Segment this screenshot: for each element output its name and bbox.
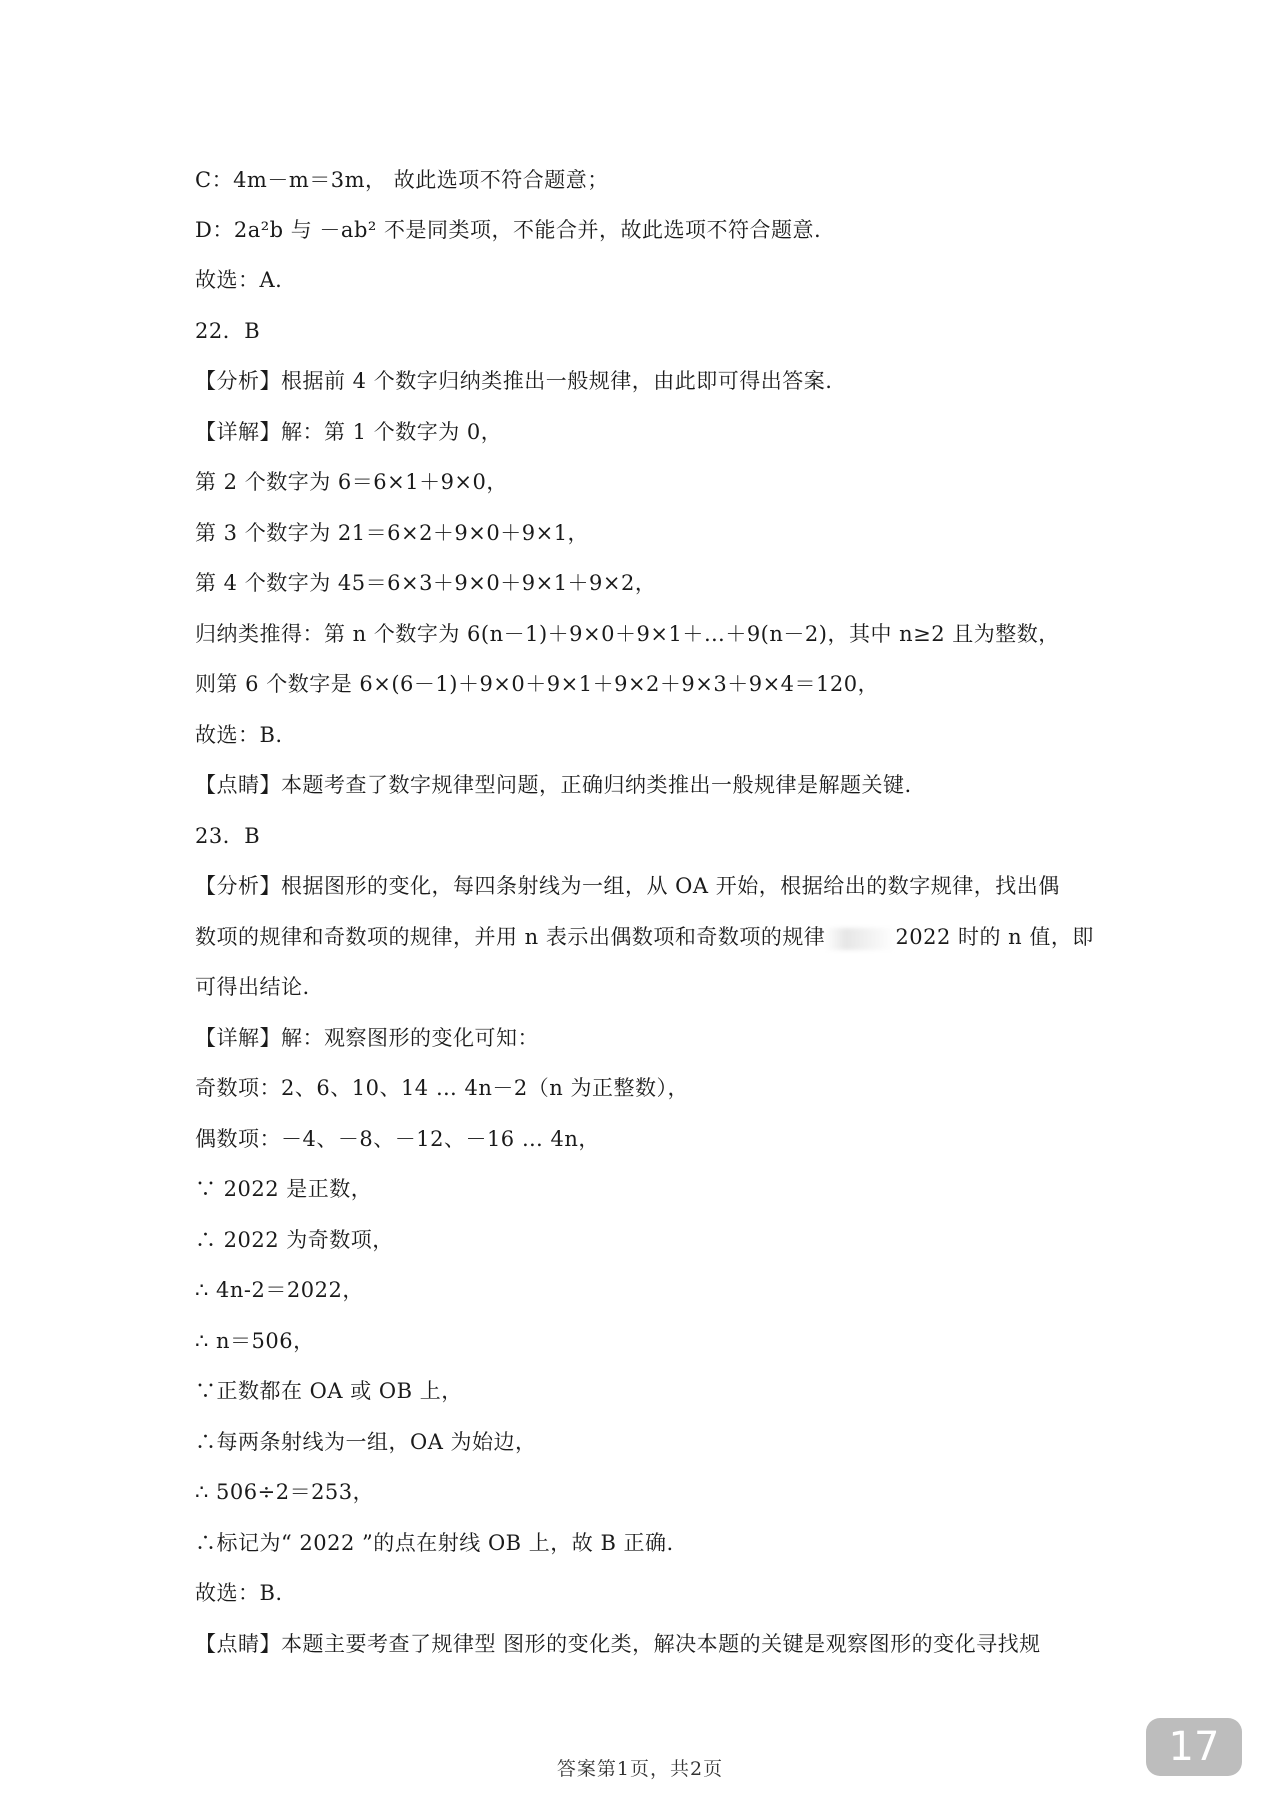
text-line [195, 922, 1094, 952]
question-number: 23．B [195, 824, 261, 848]
text-line: ∴ 506÷2＝253， [195, 1480, 375, 1504]
text-line: 偶数项：－4、－8、－12、－16 … 4n， [195, 1127, 600, 1151]
analysis-line: 【分析】根据图形的变化，每四条射线为一组，从 OA 开始，根据给出的数字规律，找出偶 [195, 874, 1060, 898]
text-line: 第 4 个数字为 45＝6×3＋9×0＋9×1＋9×2， [195, 571, 657, 595]
text-segment: 数项的规律和奇数项的规律，并用 n 表示出偶数项和奇数项的规律 [195, 925, 826, 949]
text-line: 第 3 个数字为 21＝6×2＋9×0＋9×1， [195, 521, 590, 545]
comment-line: 【点睛】本题主要考查了规律型 图形的变化类，解决本题的关键是观察图形的变化寻找规 [195, 1632, 1041, 1656]
text-line: ∵ 2022 是正数， [195, 1177, 373, 1201]
text-line: 故选：B. [195, 723, 283, 747]
text-line: 则第 6 个数字是 6×(6－1)＋9×0＋9×1＋9×2＋9×3＋9×4＝120， [195, 672, 880, 696]
detail-line: 【详解】解：观察图形的变化可知： [195, 1026, 539, 1050]
text-segment: 2022 时的 n 值，即 [895, 925, 1094, 949]
comment-line: 【点睛】本题考查了数字规律型问题，正确归纳类推出一般规律是解题关键. [195, 773, 912, 797]
question-number: 22．B [195, 319, 261, 343]
detail-line: 【详解】解：第 1 个数字为 0， [195, 420, 503, 444]
text-line: 故选：A. [195, 268, 283, 292]
text-line: ∴ 2022 为奇数项， [195, 1228, 394, 1252]
text-line: ∴ n＝506， [195, 1329, 315, 1353]
analysis-line: 【分析】根据前 4 个数字归纳类推出一般规律，由此即可得出答案. [195, 369, 833, 393]
text-line: 归纳类推得：第 n 个数字为 6(n－1)＋9×0＋9×1＋…＋9(n－2)，其中 n≥2 且为整数， [195, 622, 1060, 646]
text-line: 故选：B. [195, 1581, 283, 1605]
text-line: ∵正数都在 OA 或 OB 上， [195, 1379, 463, 1403]
text-line: C：4m－m＝3m， 故此选项不符合题意； [195, 168, 609, 192]
page-footer: 答案第1页，共2页 [556, 1758, 724, 1780]
text-line: D：2a²b 与 －ab² 不是同类项，不能合并，故此选项不符合题意. [195, 218, 822, 242]
text-line: 可得出结论. [195, 975, 310, 999]
text-line: 第 2 个数字为 6＝6×1＋9×0， [195, 470, 508, 494]
redaction-blur [825, 928, 895, 950]
text-line: ∴标记为“ 2022 ”的点在射线 OB 上，故 B 正确. [195, 1531, 674, 1555]
text-line: ∴ 4n-2＝2022， [195, 1278, 364, 1302]
page-number-badge: 17 [1146, 1718, 1242, 1776]
text-line: ∴每两条射线为一组，OA 为始边， [195, 1430, 537, 1454]
text-line: 奇数项：2、6、10、14 … 4n－2（n 为正整数）， [195, 1076, 689, 1100]
